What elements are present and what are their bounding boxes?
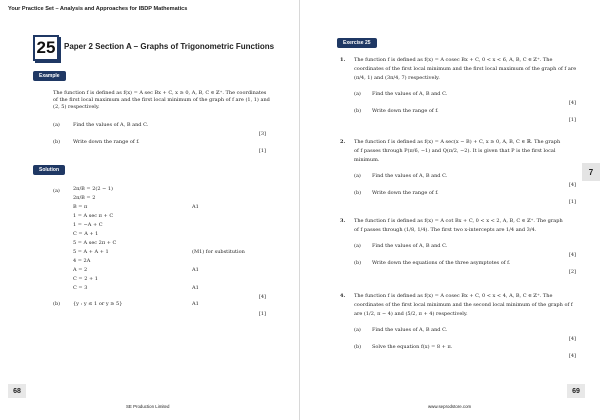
chapter-number: 25 [33, 35, 59, 61]
part-text: Write down the range of f. [372, 108, 439, 114]
part-text: Find the values of A, B and C. [372, 91, 448, 97]
part-mark: [4] [568, 252, 576, 258]
part-label: (b) [354, 260, 362, 266]
question-number: 3. [340, 218, 346, 224]
part-mark: [4] [568, 336, 576, 342]
part-text: Find the values of A, B and C. [372, 327, 448, 333]
exercise-label: Exercise 25 [337, 38, 377, 48]
part-mark: [1] [568, 199, 576, 205]
part-label: (b) [53, 139, 61, 145]
part-mark: [1] [258, 148, 266, 154]
question-number: 4. [340, 293, 346, 299]
example-line: of the first local maximum and the first local minimum of the graph of f are (1, 1) and [53, 97, 270, 103]
solution-part-label: (b) [53, 301, 61, 307]
solution-b-mark: A1 [192, 301, 199, 307]
solution-step: 5 = A sec 2π + C [73, 240, 117, 246]
page-number-left: 68 [8, 384, 26, 398]
part-text: Find the values of A, B and C. [73, 122, 149, 128]
part-label: (a) [53, 122, 60, 128]
solution-step: B = π [73, 204, 88, 210]
publisher: SE Production Limited [126, 404, 170, 409]
website: www.seprodstore.com [428, 404, 472, 409]
part-mark: [2] [568, 269, 576, 275]
solution-step: 2π/B = 2(2 − 1) [73, 186, 114, 192]
solution-step: C = A + 1 [73, 231, 99, 237]
question-line: are (1/2, π − 4) and (5/2, π + 4) respectively. [354, 311, 468, 317]
question-line: The function f is defined as f(x) = A sec(x − B) + C, x ≥ 0, A, B, C ∈ ℝ. The graph [354, 139, 561, 145]
right-page [300, 0, 600, 420]
chapter-title: Paper 2 Section A – Graphs of Trigonometric Functions [64, 42, 275, 51]
solution-part-label: (a) [53, 188, 60, 194]
question-line: coordinates of the first local minimum and the first local maximum of the graph of f are [354, 66, 577, 72]
part-label: (a) [354, 243, 361, 249]
chapter-side-tab: 7 [582, 163, 600, 181]
solution-step: C = 3 [73, 285, 88, 291]
question-line: (π/4, 1) and (3π/4, 7) respectively. [354, 75, 440, 81]
part-label: (a) [354, 173, 361, 179]
solution-step: 4 = 2A [73, 258, 91, 264]
question-number: 2. [340, 139, 346, 145]
part-text: Write down the equations of the three asymptotes of f. [372, 260, 511, 266]
question-number: 1. [340, 57, 346, 63]
solution-step-mark: A1 [192, 285, 199, 291]
part-text: Write down the range of f. [372, 190, 439, 196]
part-mark: [4] [568, 182, 576, 188]
part-text: Find the values of A, B and C. [372, 243, 448, 249]
part-mark: [1] [568, 117, 576, 123]
part-label: (a) [354, 91, 361, 97]
part-text: Write down the range of f. [73, 139, 140, 145]
solution-step: A = 2 [73, 267, 88, 273]
part-label: (a) [354, 327, 361, 333]
part-label: (b) [354, 108, 362, 114]
part-mark: [3] [258, 131, 266, 137]
part-text: Find the values of A, B and C. [372, 173, 448, 179]
solution-label: Solution [33, 165, 65, 175]
page-number-right: 69 [567, 384, 585, 398]
solution-total: [4] [258, 294, 266, 300]
solution-step: C = 2 + 1 [73, 276, 98, 282]
example-line: The function f is defined as f(x) = A sec Bx + C, x ≥ 0, A, B, C ∈ ℤ⁺. The coordinates [53, 90, 267, 96]
solution-b-answer: {y : y ≤ 1 or y ≥ 5} [73, 301, 123, 307]
solution-step: 2π/B = 2 [73, 195, 96, 201]
solution-step: 1 = A sec π + C [73, 213, 114, 219]
solution-step-mark: A1 [192, 267, 199, 273]
solution-step: 1 = −A + C [73, 222, 103, 228]
part-mark: [4] [568, 100, 576, 106]
solution-step-mark: (M1) for substitution [192, 249, 245, 255]
question-line: of f passes through P(π/6, −1) and Q(π/2, −2). It is given that P is the first local [354, 148, 556, 154]
example-label: Example [33, 71, 66, 81]
question-line: The function f is defined as f(x) = A cosec Bx + C, 0 < x < 4, A, B, C ∈ ℤ⁺. The [354, 293, 553, 299]
solution-b-total: [1] [258, 311, 266, 317]
question-line: coordinates of the first local minimum and the second local minimum of the graph of f [354, 302, 573, 308]
question-line: The function f is defined as f(x) = A cosec Bx + C, 0 < x < 6, A, B, C ∈ ℤ⁺. The [354, 57, 553, 63]
part-mark: [4] [568, 353, 576, 359]
question-line: The function f is defined as f(x) = A cot Bx + C, 0 < x < 2, A, B, C ∈ ℤ⁺. The graph [354, 218, 563, 224]
question-line: of f passes through (1/8, 1/4). The first two x-intercepts are 1/4 and 3/4. [354, 227, 537, 233]
example-line: (2, 5) respectively. [53, 104, 100, 110]
book-title: Your Practice Set – Analysis and Approaches for IBDP Mathematics [8, 6, 188, 12]
part-text: Solve the equation f(x) = 8 + π. [372, 344, 453, 350]
part-label: (b) [354, 344, 362, 350]
question-line: minimum. [354, 157, 380, 163]
solution-step-mark: A1 [192, 204, 199, 210]
part-label: (b) [354, 190, 362, 196]
solution-step: 5 = A + A + 1 [73, 249, 109, 255]
